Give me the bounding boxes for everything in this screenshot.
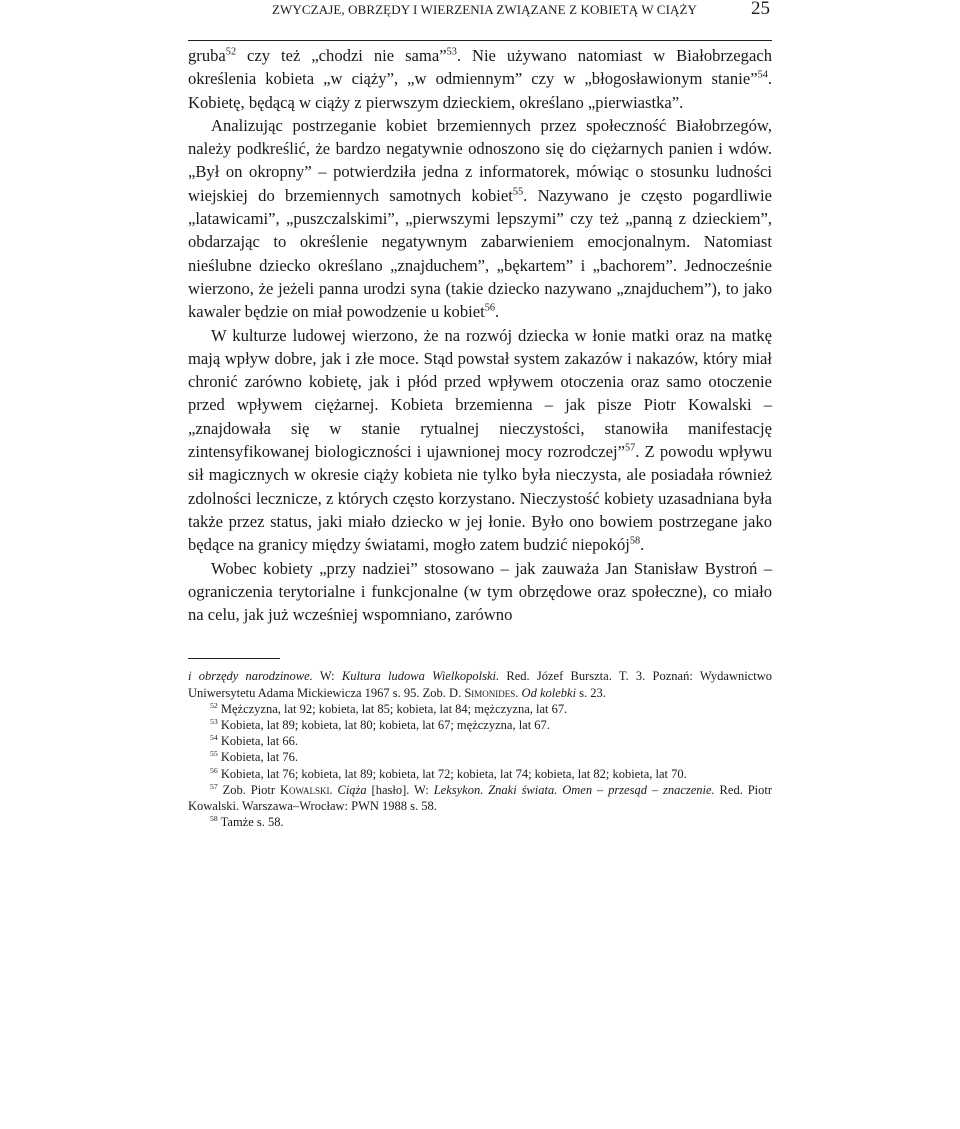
footnote-55: $^{55}$ Kobieta, lat 76. (210, 749, 298, 765)
footnotes (188, 668, 772, 830)
footnote-58: $^{58}$ Tamże s. 58. (210, 814, 284, 830)
footnote-separator (188, 658, 280, 659)
page-header (188, 0, 772, 41)
footnote-ref[interactable]: 58 (629, 535, 641, 547)
running-title: ZWYCZAJE, OBRZĘDY I WIERZENIA ZWIĄZANE Z KOBIETĄ W CIĄŻY (272, 2, 698, 17)
footnote-ref[interactable]: 53 (446, 46, 457, 58)
paragraph: W kulturze ludowej wierzono, że na rozwój dziecka w łonie matki oraz na matkę mają wpływ dobre, jak i złe moce. Stąd powstał system zakazów i nakazów, który miał chronić zarówno kobietę, jak i płód przed wpływem otoczenia oraz samo otoczenie przed wpływem ciężarnej. Kobieta brzemienna – jak pisze Piotr Kowalski – „znajdowała się w stanie rytualnej nieczystości, stanowiła manifestację zintensyfikowanej biologiczności i ujawnionej mocy rozrodczej”$^{57}$. Z powodu wpływu sił magicznych w okresie ciąży kobieta nie tylko była nieczysta, ale posiadała również zdolności lecznicze, z których często korzystano. Nieczystość kobiety uzasadniana była także przez status, jaki miało dziecko w jej łonie. Było ono bowiem postrzegane jako będące na granicy między światami, mogło zatem budzić niepokój$^{58}$. (188, 325, 772, 555)
footnote-53: $^{53}$ Kobieta, lat 89; kobieta, lat 80; kobieta, lat 67; mężczyzna, lat 67. (210, 716, 550, 733)
footnote-continuation: i obrzędy narodzinowe. W: Kultura ludowa Wielkopolski. Red. Józef Burszta. T. 3. Poznań: Wydawnictwo Uniwersytetu Adama Mickiewicza 1967 s. 95. Zob. D. Simonides. Od kolebki s. 23. (188, 669, 772, 700)
footnote-54: $^{54}$ Kobieta, lat 66. (210, 733, 298, 749)
footnote-57: $^{57}$ Zob. Piotr Kowalski. Ciąża [hasło]. W: Leksykon. Znaki świata. Omen – przesąd – znaczenie. Red. Piotr Kowalski. Warszawa–Wrocław: PWN 1988 s. 58. (188, 781, 773, 814)
footnote-52: $^{52}$ Mężczyzna, lat 92; kobieta, lat 85; kobieta, lat 84; mężczyzna, lat 67. (210, 700, 568, 716)
footnote-ref[interactable]: 55 (512, 186, 524, 198)
footnote-ref[interactable]: 56 (484, 302, 496, 314)
paragraph: gruba$^{52}$ czy też „chodzi nie sama”$^{53}$. Nie używano natomiast w Białobrzegach określenia kobieta „w ciąży”, „w odmiennym” czy w „błogosławionym stanie”$^{54}$. Kobietę, będącą w ciąży z pierwszym dzieckiem, określano „pierwiastka”. (188, 46, 772, 112)
footnote-ref[interactable]: 57 (624, 442, 636, 454)
main-text (188, 44, 772, 626)
paragraph: Analizując postrzeganie kobiet brzemiennych przez społeczność Białobrzegów, należy podkreślić, że bardzo negatywnie odnoszono się do ciężarnych panien i wdów. „Był on okropny” – potwierdziła jedna z informatorek, mówiąc o stosunku ludności wiejskiej do brzemiennych samotnych kobiet$^{55}$. Nazywano je często pogardliwie „latawicami”, „puszczalskimi”, „pierwszymi lepszymi” czy też „panną z dzieckiem”, obdarzając to określenie negatywnym zabarwieniem emocjonalnym. Natomiast nieślubne dziecko określano „znajduchem”, „bękartem” i „bachorem”. Jednocześnie wierzono, że jeżeli panna urodzi syna (takie dziecko nazywano „znajduchem”), to jako kawaler będzie on miał powodzenie u kobiet$^{56}$. (188, 115, 772, 322)
page-number: 25 (751, 0, 770, 19)
footnote-ref[interactable]: 54 (757, 69, 768, 81)
footnote-56: $^{56}$ Kobieta, lat 76; kobieta, lat 89; kobieta, lat 72; kobieta, lat 74; kobieta, lat 82; kobieta, lat 70. (210, 765, 687, 781)
paragraph: Wobec kobiety „przy nadziei” stosowano – jak zauważa Jan Stanisław Bystroń – ograniczenia terytorialne i funkcjonalne (w tym obrzędowe oraz społeczne), co miało na celu, jak już wcześniej wspomniano, zarówno (188, 558, 772, 625)
footnote-ref[interactable]: 52 (225, 46, 237, 58)
book-page (188, 0, 772, 830)
